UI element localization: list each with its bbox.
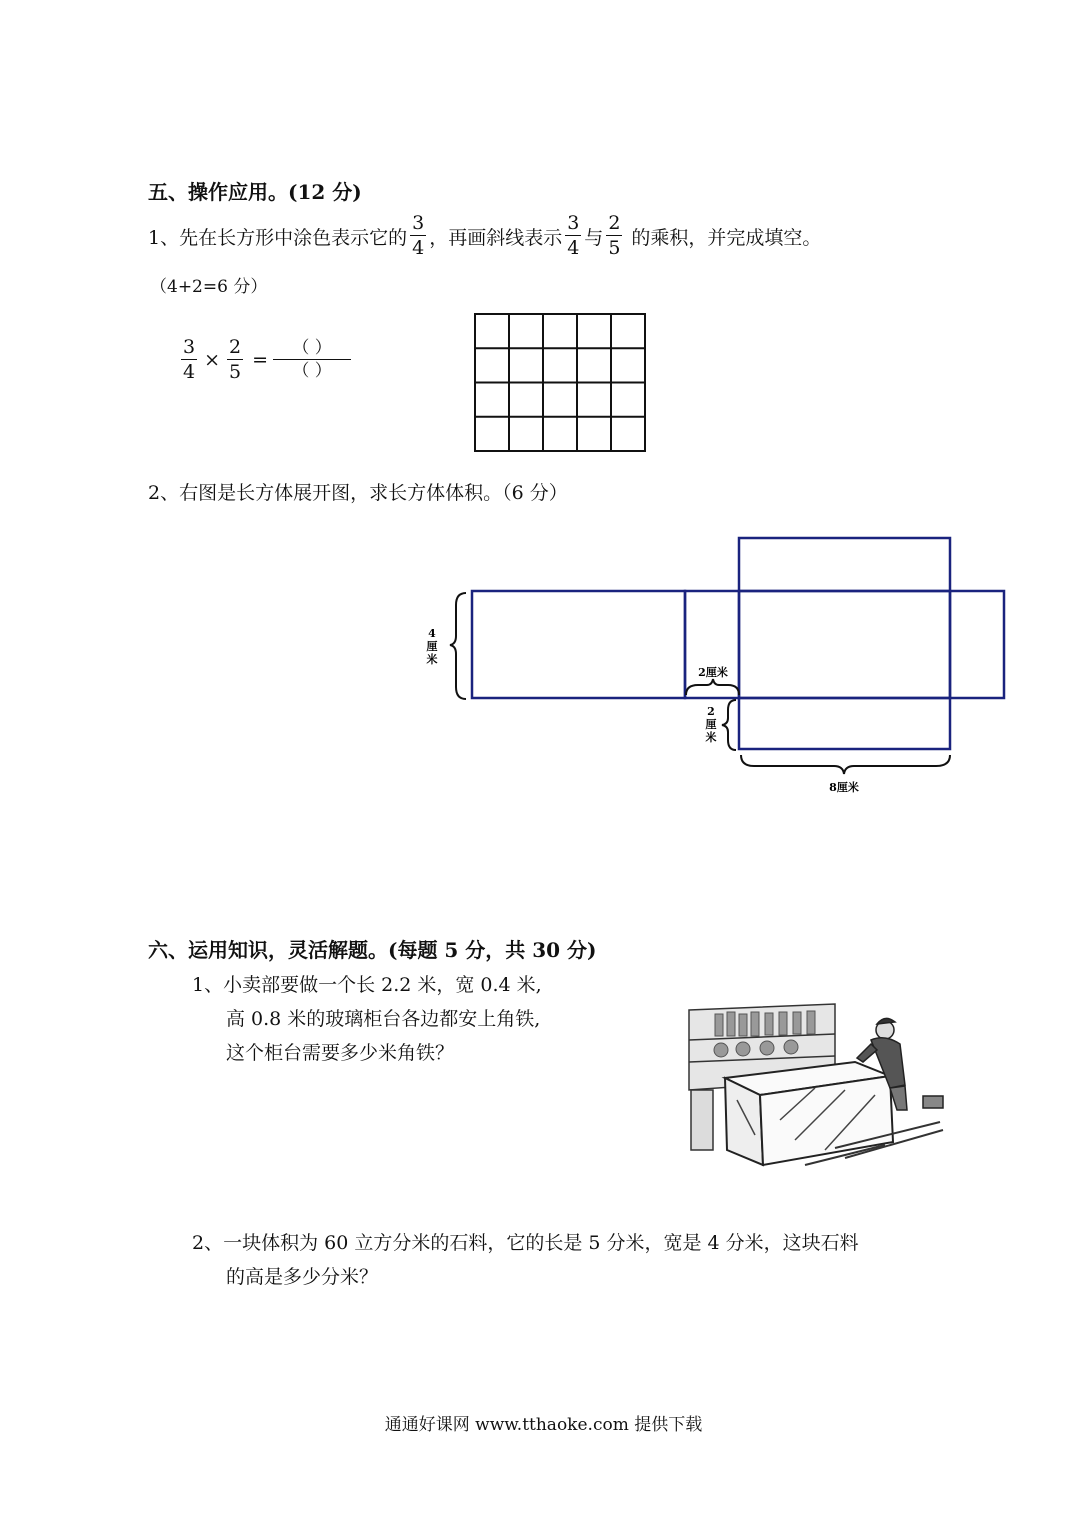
- depth-brace: [722, 700, 736, 750]
- label-gap-2cm: 2厘米: [698, 666, 728, 679]
- height-brace: [450, 593, 466, 699]
- q1-text-b: ，再画斜线表示: [429, 226, 563, 249]
- cuboid-net-diagram: [420, 530, 1020, 800]
- brace-marks: [450, 593, 950, 774]
- net-face-top: [739, 538, 950, 591]
- times-sign: ×: [204, 349, 221, 371]
- s6-q1-line2: 高 0.8 米的玻璃柜台各边都安上角铁,: [226, 1008, 541, 1030]
- q1-points: （4+2=6 分）: [150, 277, 268, 297]
- q2-instruction: 2、右图是长方体展开图，求长方体体积。（6 分）: [148, 482, 568, 504]
- net-faces: [472, 538, 1004, 749]
- label-length-8cm: 8厘米: [829, 781, 859, 794]
- eq-fraction-2-5: $\frac{2}{5}$: [229, 336, 242, 383]
- net-face-side-right: [950, 591, 1004, 698]
- q1-text-a: 1、先在长方形中涂色表示它的: [148, 226, 408, 249]
- q1-equation: [178, 338, 354, 382]
- fraction-3-4-b: $\frac{3}{4}$: [567, 212, 580, 259]
- page-footer: 通通好课网 www.tthaoke.com 提供下载: [384, 1415, 703, 1435]
- gap-brace: [686, 679, 739, 695]
- eq-fraction-3-4: $\frac{3}{4}$: [183, 336, 196, 383]
- net-face-bottom: [739, 698, 950, 749]
- q1-instruction: [148, 214, 821, 258]
- s6-q2-line1: 2、一块体积为 60 立方分米的石料，它的长是 5 分米，宽是 4 分米，这块石料: [192, 1232, 859, 1254]
- net-face-center: [739, 591, 950, 698]
- equals-sign: =: [252, 349, 269, 371]
- length-brace: [741, 755, 950, 774]
- section-6-heading: 六、运用知识，灵活解题。(每题 5 分，共 30 分): [148, 938, 597, 962]
- answer-blank-fraction[interactable]: $\frac{( )}{( )}$: [273, 340, 351, 380]
- fraction-2-5: $\frac{2}{5}$: [608, 212, 621, 259]
- s6-q1-line1: 1、小卖部要做一个长 2.2 米，宽 0.4 米,: [192, 974, 542, 996]
- label-depth-2: 2 厘米: [705, 705, 717, 744]
- section-5-heading: 五、操作应用。(12 分): [148, 180, 362, 204]
- label-height-4: 4 厘米: [426, 627, 438, 666]
- s6-q1-line3: 这个柜台需要多少米角铁？: [226, 1042, 455, 1064]
- fraction-3-4-a: $\frac{3}{4}$: [412, 212, 425, 259]
- shop-counter-illustration: [685, 1000, 950, 1170]
- s6-q2-line2: 的高是多少分米？: [226, 1266, 379, 1288]
- q1-text-d: 的乘积，并完成填空。: [631, 226, 822, 249]
- fraction-grid[interactable]: [470, 310, 650, 455]
- q1-text-c: 与: [584, 226, 604, 249]
- net-face-left: [472, 591, 685, 698]
